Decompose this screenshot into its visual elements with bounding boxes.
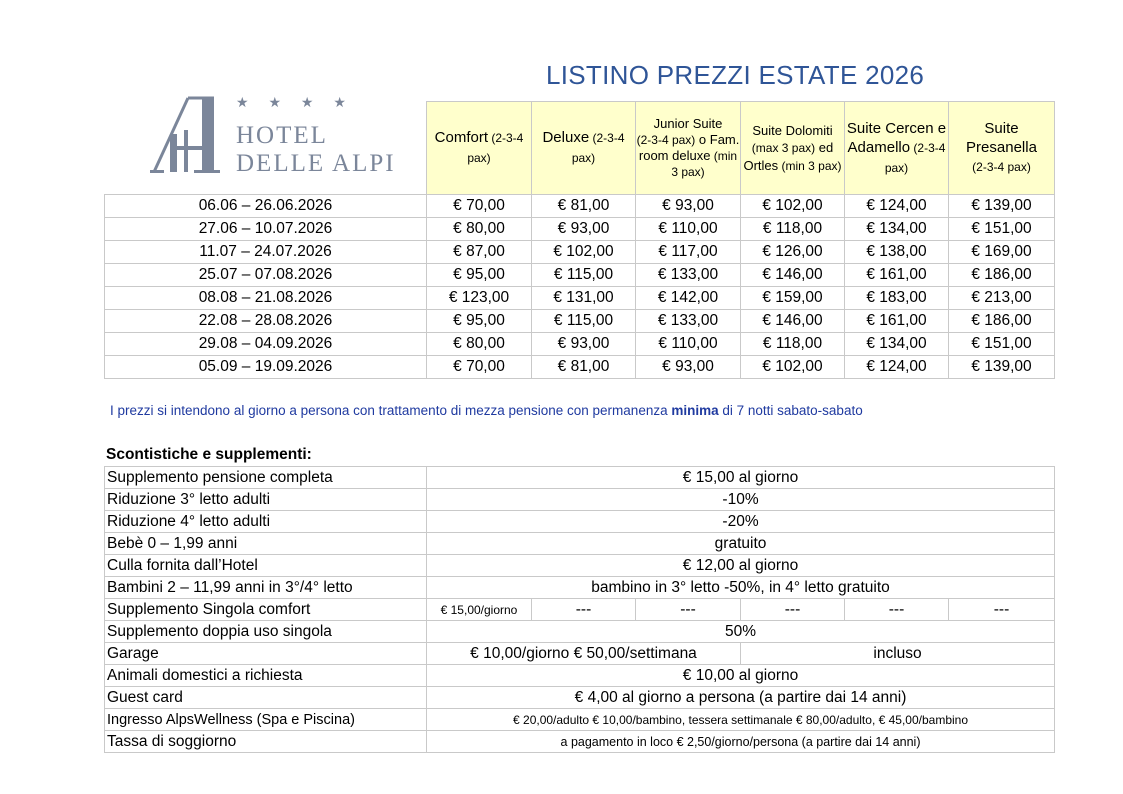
price-cell: € 169,00 (949, 241, 1055, 264)
discount-dash: --- (636, 599, 741, 621)
period-cell: 29.08 – 04.09.2026 (105, 333, 427, 356)
price-cell: € 151,00 (949, 333, 1055, 356)
period-cell: 22.08 – 28.08.2026 (105, 310, 427, 333)
period-cell: 11.07 – 24.07.2026 (105, 241, 427, 264)
discount-value: € 10,00 al giorno (427, 665, 1055, 687)
price-cell: € 102,00 (532, 241, 636, 264)
price-cell: € 118,00 (741, 333, 845, 356)
price-cell: € 95,00 (427, 264, 532, 287)
price-cell: € 134,00 (845, 333, 949, 356)
price-cell: € 126,00 (741, 241, 845, 264)
price-row (105, 264, 1055, 287)
period-cell: 27.06 – 10.07.2026 (105, 218, 427, 241)
price-table-header (105, 102, 1055, 195)
column-header-comfort: Comfort (2-3-4 pax) (427, 102, 532, 195)
price-cell: € 159,00 (741, 287, 845, 310)
discount-label: Garage (105, 643, 427, 665)
price-row (105, 333, 1055, 356)
column-header-suite-dolomiti: Suite Dolomiti (max 3 pax) ed Ortles (min 3 pax) (741, 102, 845, 195)
price-rows (105, 195, 1055, 379)
discount-row-fourth-bed (105, 511, 1055, 533)
discount-value: a pagamento in loco € 2,50/giorno/persona (a partire dai 14 anni) (427, 731, 1055, 753)
price-cell: € 146,00 (741, 310, 845, 333)
discount-value: bambino in 3° letto -50%, in 4° letto gratuito (427, 577, 1055, 599)
discount-row-children (105, 577, 1055, 599)
price-cell: € 81,00 (532, 356, 636, 379)
period-cell: 05.09 – 19.09.2026 (105, 356, 427, 379)
price-cell: € 142,00 (636, 287, 741, 310)
discount-label: Ingresso AlpsWellness (Spa e Piscina) (105, 709, 427, 731)
price-cell: € 115,00 (532, 264, 636, 287)
price-row (105, 356, 1055, 379)
discount-value: 50% (427, 621, 1055, 643)
discount-row-pets (105, 665, 1055, 687)
price-cell: € 161,00 (845, 310, 949, 333)
price-cell: € 133,00 (636, 264, 741, 287)
discount-row-wellness (105, 709, 1055, 731)
discount-value: € 10,00/giorno € 50,00/settimana (427, 643, 741, 665)
discount-label: Supplemento doppia uso singola (105, 621, 427, 643)
discount-row-third-bed (105, 489, 1055, 511)
discount-label: Guest card (105, 687, 427, 709)
price-cell: € 87,00 (427, 241, 532, 264)
discount-dash: --- (845, 599, 949, 621)
discount-label: Bebè 0 – 1,99 anni (105, 533, 427, 555)
rating-stars: ★ ★ ★ ★ (236, 94, 354, 110)
column-header-junior-suite: Junior Suite (2-3-4 pax) o Fam. room deluxe (min 3 pax) (636, 102, 741, 195)
price-cell: € 138,00 (845, 241, 949, 264)
discount-value: € 4,00 al giorno a persona (a partire dai 14 anni) (427, 687, 1055, 709)
price-cell: € 133,00 (636, 310, 741, 333)
discount-row-single-comfort (105, 599, 1055, 621)
price-row (105, 241, 1055, 264)
price-cell: € 110,00 (636, 333, 741, 356)
price-cell: € 139,00 (949, 195, 1055, 218)
price-cell: € 124,00 (845, 195, 949, 218)
discount-label: Riduzione 4° letto adulti (105, 511, 427, 533)
price-row (105, 287, 1055, 310)
price-cell: € 80,00 (427, 333, 532, 356)
price-cell: € 102,00 (741, 195, 845, 218)
discount-value: -10% (427, 489, 1055, 511)
price-cell: € 70,00 (427, 195, 532, 218)
discount-row-full-board (105, 467, 1055, 489)
price-cell: € 115,00 (532, 310, 636, 333)
price-table (104, 101, 1055, 379)
price-cell: € 161,00 (845, 264, 949, 287)
price-cell: € 213,00 (949, 287, 1055, 310)
price-cell: € 134,00 (845, 218, 949, 241)
price-cell: € 93,00 (636, 356, 741, 379)
period-cell: 25.07 – 07.08.2026 (105, 264, 427, 287)
price-cell: € 151,00 (949, 218, 1055, 241)
discount-value: gratuito (427, 533, 1055, 555)
discount-value: € 12,00 al giorno (427, 555, 1055, 577)
price-cell: € 131,00 (532, 287, 636, 310)
discount-label: Supplemento Singola comfort (105, 599, 427, 621)
column-header-suite-cercen: Suite Cercen e Adamello (2-3-4 pax) (845, 102, 949, 195)
discount-label: Supplemento pensione completa (105, 467, 427, 489)
price-cell: € 81,00 (532, 195, 636, 218)
logo-text-hotel: HOTEL (236, 122, 328, 149)
discounts-table (104, 466, 1055, 753)
price-cell: € 139,00 (949, 356, 1055, 379)
discount-row-crib (105, 555, 1055, 577)
price-cell: € 93,00 (636, 195, 741, 218)
price-cell: € 117,00 (636, 241, 741, 264)
discount-dash: --- (949, 599, 1055, 621)
discount-row-guest-card (105, 687, 1055, 709)
column-header-suite-presanella: Suite Presanella (2-3-4 pax) (949, 102, 1055, 195)
discount-row-garage (105, 643, 1055, 665)
period-cell: 08.08 – 21.08.2026 (105, 287, 427, 310)
price-row (105, 310, 1055, 333)
discount-label: Riduzione 3° letto adulti (105, 489, 427, 511)
price-cell: € 146,00 (741, 264, 845, 287)
price-row (105, 218, 1055, 241)
price-cell: € 93,00 (532, 333, 636, 356)
price-row (105, 195, 1055, 218)
price-cell: € 123,00 (427, 287, 532, 310)
discount-dash: --- (532, 599, 636, 621)
logo-text-delle-alpi: DELLE ALPI (236, 150, 396, 177)
price-cell: € 102,00 (741, 356, 845, 379)
discount-label: Culla fornita dall’Hotel (105, 555, 427, 577)
pricing-note: I prezzi si intendono al giorno a persona con trattamento di mezza pensione con permanenza minima di 7 notti sabato-sabato (110, 403, 863, 418)
price-cell: € 186,00 (949, 264, 1055, 287)
price-cell: € 124,00 (845, 356, 949, 379)
discount-label: Bambini 2 – 11,99 anni in 3°/4° letto (105, 577, 427, 599)
price-cell: € 183,00 (845, 287, 949, 310)
price-cell: € 186,00 (949, 310, 1055, 333)
discount-label: Tassa di soggiorno (105, 731, 427, 753)
price-cell: € 110,00 (636, 218, 741, 241)
price-cell: € 95,00 (427, 310, 532, 333)
discounts-title: Scontistiche e supplementi: (106, 446, 312, 463)
header-spacer (105, 102, 427, 195)
price-cell: € 80,00 (427, 218, 532, 241)
discount-value-included: incluso (741, 643, 1055, 665)
discount-row-baby (105, 533, 1055, 555)
period-cell: 06.06 – 26.06.2026 (105, 195, 427, 218)
discount-label: Animali domestici a richiesta (105, 665, 427, 687)
discount-value: € 20,00/adulto € 10,00/bambino, tessera settimanale € 80,00/adulto, € 45,00/bambino (427, 709, 1055, 731)
price-cell: € 70,00 (427, 356, 532, 379)
price-cell: € 118,00 (741, 218, 845, 241)
discount-dash: --- (741, 599, 845, 621)
discount-row-tax (105, 731, 1055, 753)
column-header-deluxe: Deluxe (2-3-4 pax) (532, 102, 636, 195)
discount-row-double-single (105, 621, 1055, 643)
discount-value: € 15,00 al giorno (427, 467, 1055, 489)
discount-value: € 15,00/giorno (427, 599, 532, 621)
price-cell: € 93,00 (532, 218, 636, 241)
page-title: LISTINO PREZZI ESTATE 2026 (546, 60, 925, 90)
discount-value: -20% (427, 511, 1055, 533)
